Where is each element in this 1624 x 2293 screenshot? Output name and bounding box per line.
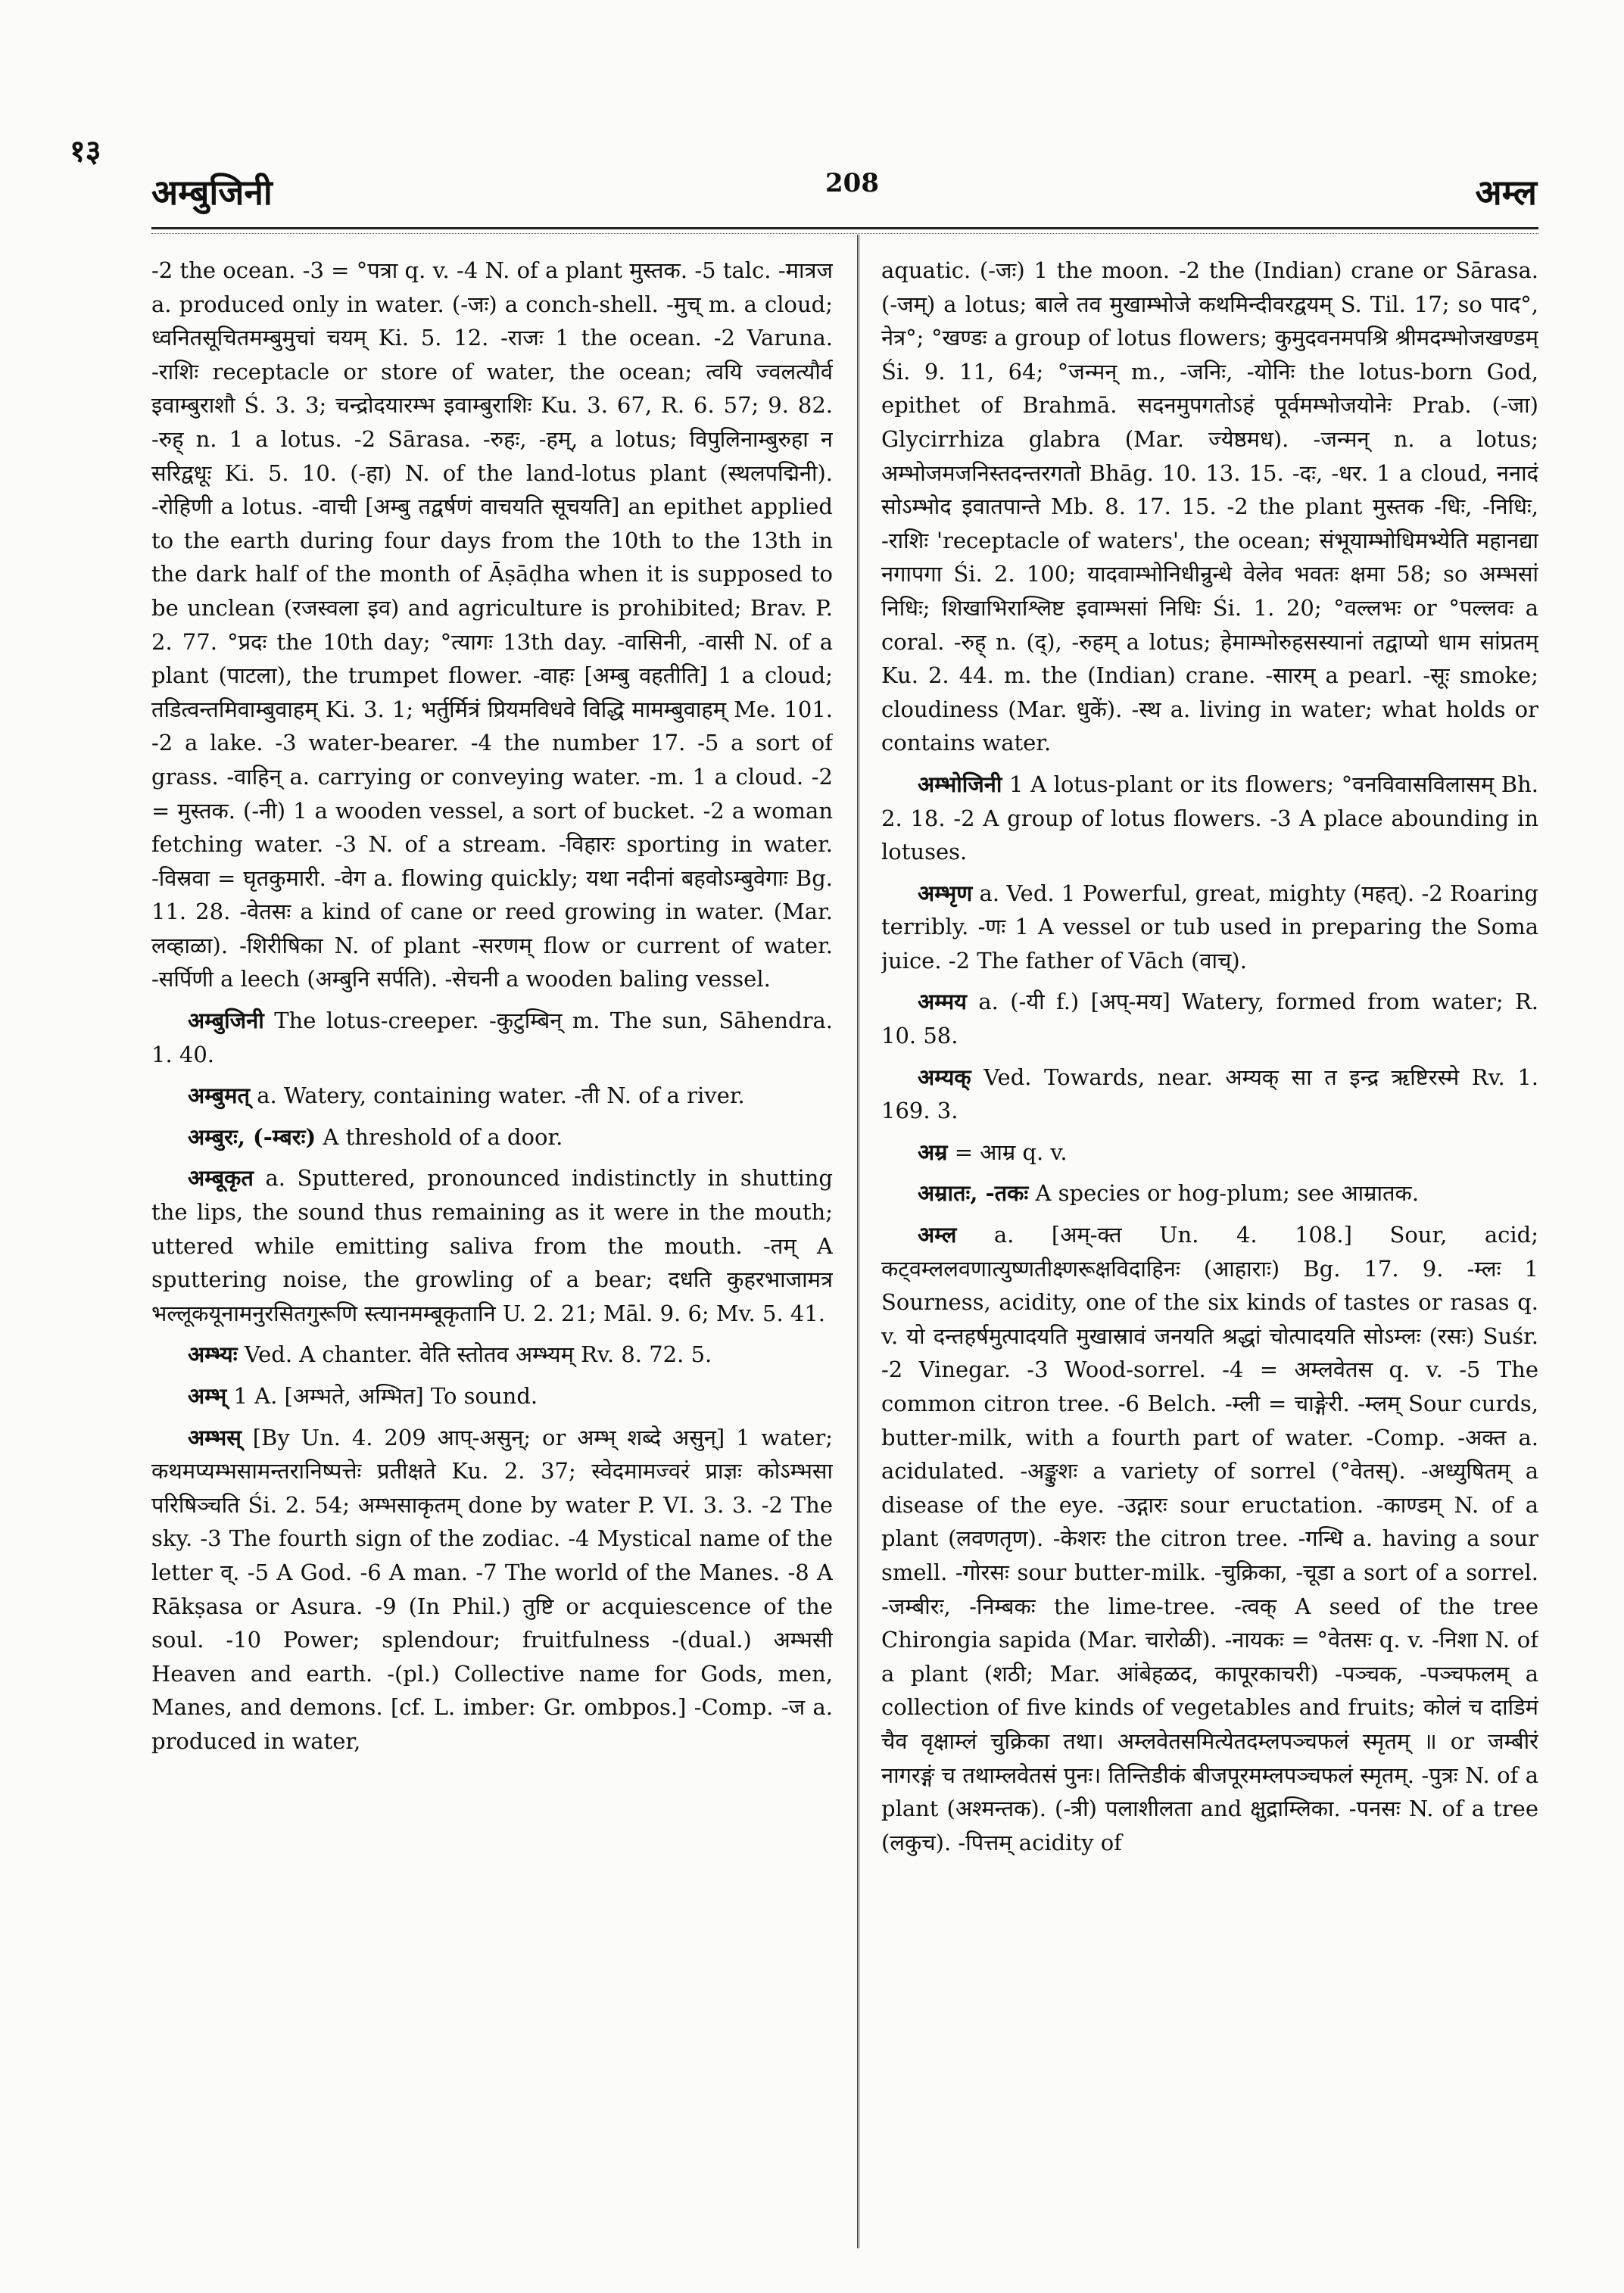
header-rule bbox=[151, 227, 1538, 229]
entry-body: -2 the ocean. -3 = °पत्रा q. v. -4 N. of a plant मुस्तक. -5 talc. -मात्रज a. produced only in water. (-जः) a conch-shell. -मुच् m. a cloud; ध्वनितसूचितमम्बुमुचां चयम् Ki. 5. 12. -राजः 1 the ocean. -2 Varuna. -राशिः receptacle or store of water, the ocean; त्वयि ज्वलत्यौर्व इवाम्बुराशौ Ś. 3. 3; चन्द्रोदयारम्भ इवाम्बुराशिः Ku. 3. 67, R. 6. 57; 9. 82. -रुह् n. 1 a lotus. -2 Sārasa. -रुहः, -हम्, a lotus; विपुलिनाम्बुरुहा न सरिद्वधूः Ki. 5. 10. (-हा) N. of the land-lotus plant (स्थलपद्मिनी). -रोहिणी a lotus. -वाची [अम्बु तद्वर्षणं वाचयति सूचयति] an epithet applied to the earth during four days from the 10th to the 13th in the dark half of the month of Āṣāḍha when it is supposed to be unclean (रजस्वला इव) and agriculture is prohibited; Brav. P. 2. 77. °प्रदः the 10th day; °त्यागः 13th day. -वासिनी, -वासी N. of a plant (पाटला), the trumpet flower. -वाहः [अम्बु वहतीति] 1 a cloud; तडित्वन्तमिवाम्बुवाहम् Ki. 3. 1; भर्तुर्मित्रं प्रियमविधवे विद्धि मामम्बुवाहम् Me. 101. -2 a lake. -3 water-bearer. -4 the number 17. -5 a sort of grass. -वाहिन् a. carrying or conveying water. -m. 1 a cloud. -2 = मुस्तक. (-नी) 1 a wooden vessel, a sort of bucket. -2 a woman fetching water. -3 N. of a stream. -विहारः sporting in water. -विस्रवा = घृतकुमारी. -वेग a. flowing quickly; यथा नदीनां बहवोऽम्बुवेगाः Bg. 11. 28. -वेतसः a kind of cane or reed growing in water. (Mar. लव्हाळा). -शिरीषिका N. of plant -सरणम् flow or current of water. -सर्पिणी a leech (अम्बुनि सर्पति). -सेचनी a wooden baling vessel. bbox=[151, 257, 833, 992]
entry-headword: अम्भस् bbox=[188, 1424, 242, 1450]
entry-body: a. Ved. 1 Powerful, great, mighty (महत्). -2 Roaring terribly. -णः 1 A vessel or tub used in preparing the Soma juice. -2 The father of Vāch (वाच्). bbox=[881, 880, 1538, 974]
entry-body: aquatic. (-जः) 1 the moon. -2 the (Indian) crane or Sārasa. (-जम्) a lotus; बाले तव मुखाम्भोजे कथमिन्दीवरद्वयम् S. Til. 17; so पाद°, नेत्र°; °खण्डः a group of lotus flowers; कुमुदवनमपश्रि श्रीमदम्भोजखण्डम् Śi. 9. 11, 64; °जन्मन् m., -जनिः, -योनिः the lotus-born God, epithet of Brahmā. सदनमुपगतोऽहं पूर्वमम्भोजयोनेः Prab. (-जा) Glycirrhiza glabra (Mar. ज्येष्ठमध). -जन्मन् n. a lotus; अम्भोजमजनिस्तदन्तरगतो Bhāg. 10. 13. 15. -दः, -धर. 1 a cloud, ननादं सोऽम्भोद इवातपान्ते Mb. 8. 17. 15. -2 the plant मुस्तक -धिः, -निधिः, -राशिः 'receptacle of waters', the ocean; संभूयाम्भोधिमभ्येति महानद्या नगापगा Śi. 2. 100; यादवाम्भोनिधीन्रुन्धे वेलेव भवतः क्षमा 58; so अम्भसां निधिः; शिखाभिराश्लिष्ट इवाम्भसां निधिः Śi. 1. 20; °वल्लभः or °पल्लवः a coral. -रुह् n. (द्), -रुहम् a lotus; हेमाम्भोरुहसस्यानां तद्वाप्यो धाम सांप्रतम् Ku. 2. 44. m. the (Indian) crane. -सारम् a pearl. -सूः smoke; cloudiness (Mar. धुकें). -स्थ a. living in water; what holds or contains water. bbox=[881, 257, 1538, 756]
entry-body: a. (-यी f.) [अप्-मय] Watery, formed from water; R. 10. 58. bbox=[881, 989, 1538, 1049]
entry-headword: अम्यक् bbox=[918, 1064, 971, 1090]
dictionary-entry bbox=[151, 1079, 833, 1113]
running-header bbox=[151, 168, 1537, 229]
column-divider bbox=[857, 235, 859, 2248]
entry-body: = आम्र q. v. bbox=[947, 1139, 1068, 1165]
entry-body: Ved. Towards, near. अम्यक् सा त इन्द्र ऋष्टिरस्मे Rv. 1. 169. 3. bbox=[881, 1064, 1538, 1124]
running-head-left: अम्बुजिनी bbox=[151, 172, 273, 213]
dictionary-entry bbox=[151, 1421, 833, 1759]
entry-body: a. Watery, containing water. -ती N. of a river. bbox=[250, 1083, 745, 1109]
entry-body: 1 A lotus-plant or its flowers; °वनविवासविलासम् Bh. 2. 18. -2 A group of lotus flowers. -3 A place abounding in lotuses. bbox=[881, 771, 1538, 865]
dictionary-entry bbox=[151, 1379, 833, 1413]
margin-mark: १३ bbox=[70, 133, 101, 169]
right-column bbox=[881, 254, 1538, 2252]
dictionary-entry bbox=[151, 1161, 833, 1330]
dictionary-entry bbox=[881, 254, 1538, 760]
entry-headword: अम्भ्यः bbox=[188, 1341, 238, 1368]
entry-headword: अम्र bbox=[918, 1139, 948, 1165]
running-head-right: अम्ल bbox=[1475, 172, 1537, 213]
dictionary-entry bbox=[151, 1120, 833, 1154]
entry-body: a. [अम्-क्त Un. 4. 108.] Sour, acid; कट्वम्ललवणात्युष्णतीक्ष्णरूक्षविदाहिनः (आहाराः) Bg. 17. 9. -म्लः 1 Sourness, acidity, one of the six kinds of tastes or rasas q. v. यो दन्तहर्षमुत्पादयति मुखास्रावं जनयति श्रद्धां चोत्पादयति सोऽम्लः (रसः) Suśr. -2 Vinegar. -3 Wood-sorrel. -4 = अम्लवेतस q. v. -5 The common citron tree. -6 Belch. -म्ली = चाङ्गेरी. -म्लम् Sour curds, butter-milk, with a fourth part of water. -Comp. -अक्त a. acidulated. -अङ्कुशः a variety of sorrel (°वेतस्). -अध्युषितम् a disease of the eye. -उद्गारः sour eructation. -काण्डम् N. of a plant (लवणतृण). -केशरः the citron tree. -गन्धि a. having a sour smell. -गोरसः sour butter-milk. -चुक्रिका, -चूडा a sort of a sorrel. -जम्बीरः, -निम्बकः the lime-tree. -त्वक् A seed of the tree Chirongia sapida (Mar. चारोळी). -नायकः = °वेतसः q. v. -निशा N. of a plant (शठी; Mar. आंबेहळद, कापूरकाचरी) -पञ्चक, -पञ्चफलम् a collection of five kinds of vegetables and fruits; कोलं च दाडिमं चैव वृक्षाम्लं चुक्रिका तथा। अम्लवेतसमित्येतदम्लपञ्चफलं स्मृतम् ॥ or जम्बीरं नागरङ्गं च तथाम्लवेतसं पुनः। तिन्तिडीकं बीजपूरमम्लपञ्चफलं स्मृतम्. -पुत्रः N. of a plant (अश्मन्तक). (-त्री) पलाशीलता and क्षुद्राम्लिका. -पनसः N. of a tree (लकुच). -पित्तम् acidity of bbox=[881, 1222, 1538, 1855]
entry-body: A threshold of a door. bbox=[316, 1123, 563, 1150]
entry-headword: अम्बूकृत bbox=[188, 1165, 254, 1192]
entry-headword: अम्भ् bbox=[188, 1383, 227, 1409]
page-number: 208 bbox=[825, 168, 879, 198]
entry-body: [By Un. 4. 209 आप्-असुन्; or अम्भ् शब्दे असुन्] 1 water; कथमप्यम्भसामन्तरानिष्पत्तेः प्रतीक्षते Ku. 2. 37; स्वेदमामज्वरं प्राज्ञः कोऽम्भसा परिषिञ्चति Śi. 2. 54; अम्भसाकृतम् done by water P. VI. 3. 3. -2 The sky. -3 The fourth sign of the zodiac. -4 Mystical name of the letter व्. -5 A God. -6 A man. -7 The world of the Manes. -8 A Rākṣasa or Asura. -9 (In Phil.) तुष्टि or acquiescence of the soul. -10 Power; splendour; fruitfulness -(dual.) अम्भसी Heaven and earth. -(pl.) Collective name for Gods, men, Manes, and demons. [cf. L. imber: Gr. ombpos.] -Comp. -ज a. produced in water, bbox=[151, 1424, 833, 1754]
header-rule-dotted bbox=[151, 233, 1538, 234]
entry-headword: अम्ल bbox=[918, 1222, 957, 1248]
dictionary-entry bbox=[881, 1061, 1538, 1128]
entry-headword: अम्भृण bbox=[918, 880, 973, 906]
entry-headword: अम्मय bbox=[918, 989, 967, 1015]
entry-headword: अम्भोजिनी bbox=[918, 771, 1002, 797]
dictionary-entry bbox=[151, 254, 833, 996]
entry-headword: अम्बुमत् bbox=[188, 1083, 251, 1109]
entry-headword: अम्बुजिनी bbox=[188, 1008, 264, 1034]
entry-headword: अम्रातः, -तकः bbox=[918, 1180, 1029, 1207]
dictionary-entry bbox=[151, 1338, 833, 1372]
entry-body: 1 A. [अम्भते, अम्भित] To sound. bbox=[226, 1383, 538, 1409]
dictionary-entry bbox=[881, 1218, 1538, 1859]
dictionary-entry bbox=[151, 1004, 833, 1071]
entry-body: a. Sputtered, pronounced indistinctly in shutting the lips, the sound thus remaining as it were in the mouth; uttered while emitting saliva from the mouth. -तम् A sputtering noise, the growling of a bear; दधति कुहरभाजामत्र भल्लूकयूनामनुरसितगुरूणि स्त्यानमम्बूकृतानि U. 2. 21; Māl. 9. 6; Mv. 5. 41. bbox=[151, 1165, 833, 1326]
entry-headword: अम्बुरः, (-म्बरः) bbox=[188, 1123, 316, 1150]
dictionary-entry bbox=[881, 1176, 1538, 1210]
dictionary-entry bbox=[881, 1136, 1538, 1170]
dictionary-entry bbox=[881, 985, 1538, 1052]
entry-body: Ved. A chanter. वेति स्तोतव अम्भ्यम् Rv. 8. 72. 5. bbox=[237, 1341, 712, 1368]
left-column bbox=[151, 254, 833, 2252]
entry-body: The lotus-creeper. -कुटुम्बिन् m. The sun, Sāhendra. 1. 40. bbox=[151, 1008, 833, 1067]
dictionary-entry bbox=[881, 877, 1538, 978]
dictionary-entry bbox=[881, 768, 1538, 869]
entry-body: A species or hog-plum; see आम्रातक. bbox=[1028, 1180, 1420, 1207]
